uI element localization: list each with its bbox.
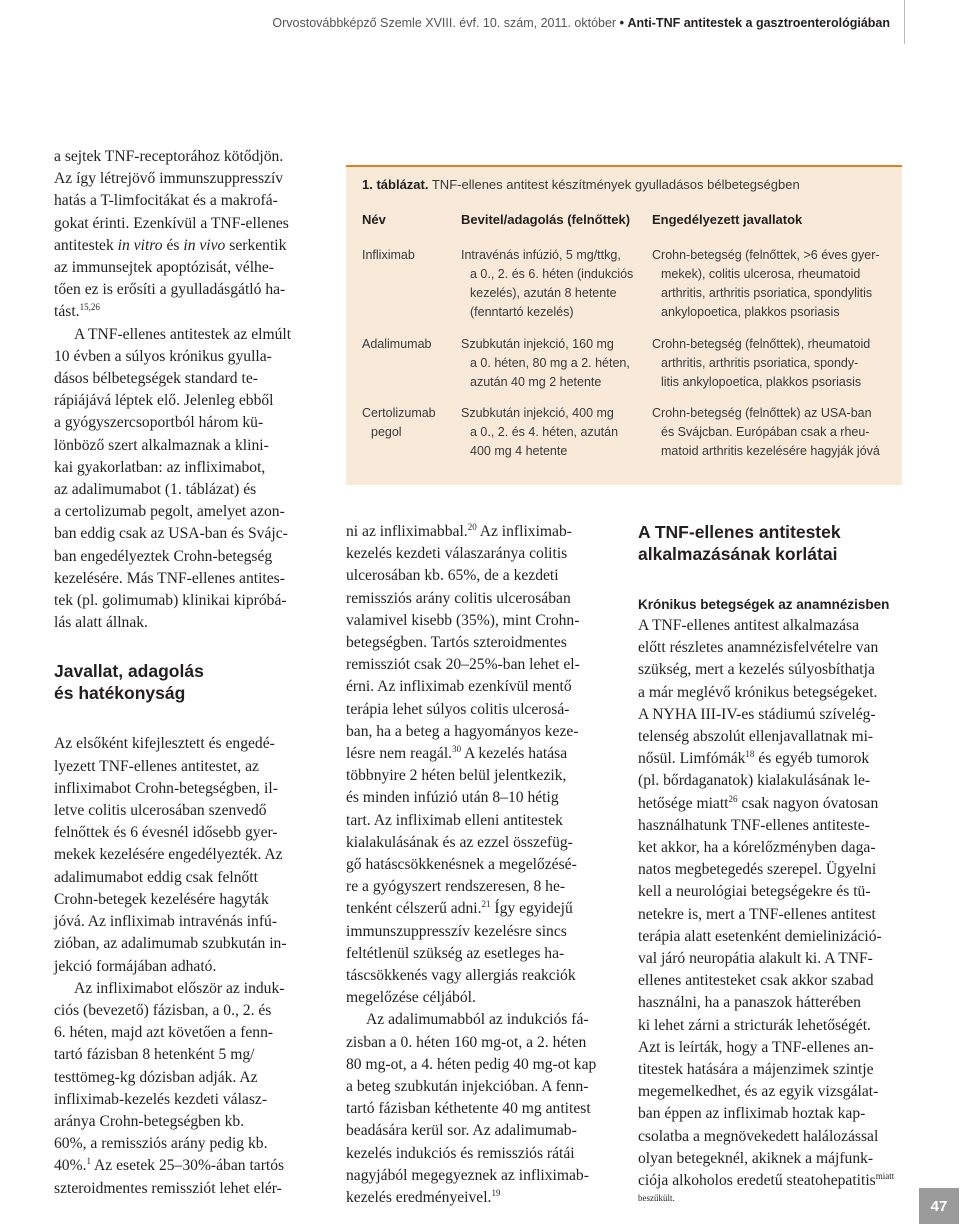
citation: 18 [745,749,755,760]
table-cell-dosing: Szubkután injekció, 160 mg a 0. héten, 80 mg a 2. héten, azután 40 mg 2 hetente [461,337,630,389]
table-cell-dosing: Szubkután injekció, 400 mg a 0., 2. és 4. héten, azután 400 mg 4 hetente [461,406,619,458]
table-cell-indications: Crohn-betegség (felnőttek, >6 éves gyer- mekek), colitis ulcerosa, rheumatoid arthritis, arthritis psoriatica, spondylitis ankylopoetica, plakkos psoriasis [652,248,880,319]
citation: miatt beszűkült. [638,1171,895,1204]
subsection-heading-chronic: Krónikus betegségek az anamnézisben [638,597,890,612]
table-cell-dosing: Intravénás infúzió, 5 mg/ttkg, a 0., 2. és 6. héten (indukciós kezelés), azután 8 hetente (fenntartó kezelés) [461,248,634,319]
section-heading-limitations: A TNF-ellenes antitestek alkalmazásának korlátai [638,522,841,564]
table-header-indications: Engedélyezett javallatok [652,212,803,227]
table-cell-indications: Crohn-betegség (felnőttek), rheumatoid arthritis, arthritis psoriatica, spondy- litis ankylopoetica, plakkos psoriasis [652,337,871,389]
table-caption: 1. táblázat. TNF-ellenes antitest készítmények gyulladásos bélbetegségben [362,177,800,192]
citation: 19 [491,1188,501,1199]
running-head [0,16,890,30]
table-cell-name: Certolizumab pegol [362,406,436,439]
table-cell-name: Infliximab [362,248,415,262]
paragraph-6: Az adalimumabból az indukciós fá- zisban a 0. héten 160 mg-ot, a 2. héten 80 mg-ot, a 4. héten pedig 40 mg-ot kap a beteg szubkután injekcióban. A fenn- tartó fázisban kéthetente 40 mg antitest beadására kerül sor. Az adalimumab- kezelés indukciós és remissziós rátái nagyjából megegyeznek az infliximab- kezelés eredményeivel.$^{19}$ [346,1011,597,1207]
paragraph-5: ni az infliximabbal.$^{20}$ Az infliximab- kezelés kezdeti válaszaránya colitis ulcerosában kb. 65%, de a kezdeti remissziós arány colitis ulcerosában valamivel kisebb (35%), mint Crohn- betegségben. Tartós szteroidmentes remissziót csak 20–25%-ban lehet el- érni. Az infliximab ezenkívül mentő terápia lehet súlyos colitis ulcerosá- ban, ha a beteg a hagyományos keze- lésre nem reagál.$^{30}$ A kezelés hatása többnyire 2 héten belül jelentkezik, és minden infúzió után 8–10 hétig tart. Az infliximab elleni antitestek kialakulásának és az ezzel összefüg- gő hatáscsökkenésnek a megelőzésé- re a gyógyszert rendszeresen, 8 he- tenként célszerű adni.$^{21}$ Így egyidejű immunszuppresszív kezelésre sincs feltétlenül szükség az esetleges ha- táscsökkenés vagy allergiás reakciók megelőzése céljából. [346,522,580,1007]
table-cell-name: Adalimumab [362,337,432,351]
head-bullet: • [619,16,624,30]
column-2 [346,521,611,1209]
table-label: 1. táblázat. [362,177,429,192]
citation: 1 [86,1156,91,1167]
page-number: 47 [919,1188,959,1224]
table-cell-indications: Crohn-betegség (felnőttek) az USA-ban és Svájcban. Európában csak a rheu- matoid arthritis kezelésére hagyják jóvá [652,406,880,458]
head-rule [904,0,905,44]
paragraph-3: Az elsőként kifejlesztett és engedé- lyezett TNF-ellenes antitestet, az infliximabot Crohn-betegségben, il- letve colitis ulcerosában szenvedő felnőttek és 6 évesnél idősebb gyer- mekek kezelésére engedélyezték. Az adalimumabot eddig csak felnőtt Crohn-betegek kezelésére hagyták jóvá. Az infliximab intravénás infú- zióban, az adalimumab szubkután in- jekció formájában adható. [54,735,287,975]
citation: 20 [467,522,477,532]
column-3 [638,521,903,1214]
paragraph-7: A TNF-ellenes antitest alkalmazása előtt részletes anamnézisfelvételre van szükség, mert a kezelés súlyosbíthatja a már meglévő krónikus betegségeket. A NYHA III-IV-es stádiumú szívelég- telenség abszolút ellenjavallatnak mi- nősül. Limfómák$^{18}$ és egyéb tumorok (pl. bőrdaganatok) kialakulásának le- hetősége miatt$^{26}$ csak nagyon óvatosan használhatunk TNF-ellenes antiteste- ket akkor, ha a kórelőzményben daga- natos megbetegedés szerepel. Ügyelni kell a neurológiai betegségekre és tü- netekre is, mert a TNF-ellenes antitest terápia alatt esetenként demielinizáció- val járó neuropátia alakult ki. A TNF- ellenes antitesteket csak akkor szabad használni, ha a panaszok hátterében ki lehet zárni a stricturák lehetőségét. Azt is leírták, hogy a TNF-ellenes an- titestek hatására a májenzimek szintje megemelkedhet, és az egyik vizsgálat- ban éppen az infliximab hoztak kap- csolatba a megnövekedett halálozással olyan betegeknél, akiknek a májfunk- ciója alkoholos eredetű steatohepatitis$^{miatt beszűkült.}$ [638,617,895,1204]
paragraph-4: Az infliximabot először az induk- ciós (bevezető) fázisban, a 0., 2. és 6. héten, majd azt követően a fenn- tartó fázisban 8 hetenként 5 mg/ testtömeg-kg dózisban adják. Az infliximab-kezelés kezdeti válasz- aránya Crohn-betegségben kb. 60%, a remissziós arány pedig kb. 40%.$^1$ Az esetek 25–30%-ában tartós szteroidmentes remissziót lehet elér- [54,979,285,1197]
citation: 15,26 [79,302,100,313]
section-heading-indications: Javallat, adagolás és hatékonyság [54,661,204,704]
citation: 26 [728,793,738,804]
table-1 [346,165,902,485]
paragraph-1: a sejtek TNF-receptorához kötődjön. Az így létrejövő immunszuppresszív hatás a T-limfocitákat és a makrofá- gokat érinti. Ezenkívül a TNF-ellenes antitestek in vitro és in vivo serkentik az immunsejtek apoptózisát, vélhe- tően ez is erősíti a gyulladásgátló ha- tást.$^{15,26}$ [54,148,289,321]
citation: 30 [452,744,462,755]
article-title: Anti-TNF antitestek a gasztroenterológiában [627,16,890,30]
citation: 21 [481,899,491,910]
table-header-name: Név [362,212,386,227]
table-header-dosing: Bevitel/adagolás (felnőttek) [461,212,631,227]
column-1 [54,146,322,1200]
journal-info: Orvostovábbképző Szemle XVIII. évf. 10. szám, 2011. október [272,16,617,30]
paragraph-2: A TNF-ellenes antitestek az elmúlt 10 évben a súlyos krónikus gyulla- dásos bélbetegségek standard te- rápiájává léptek elő. Jelenleg ebből a gyógyszercsoportból három kü- lönböző szert alkalmaznak a klini- kai gyakorlatban: az infliximabot, az adalimumabot (1. táblázat) és a certolizumab pegolt, amelyet azon- ban eddig csak az USA-ban és Svájc- ban engedélyeztek Crohn-betegség kezelésére. Más TNF-ellenes antites- tek (pl. golimumab) klinikai kipróbá- lás alatt állnak. [54,325,292,632]
